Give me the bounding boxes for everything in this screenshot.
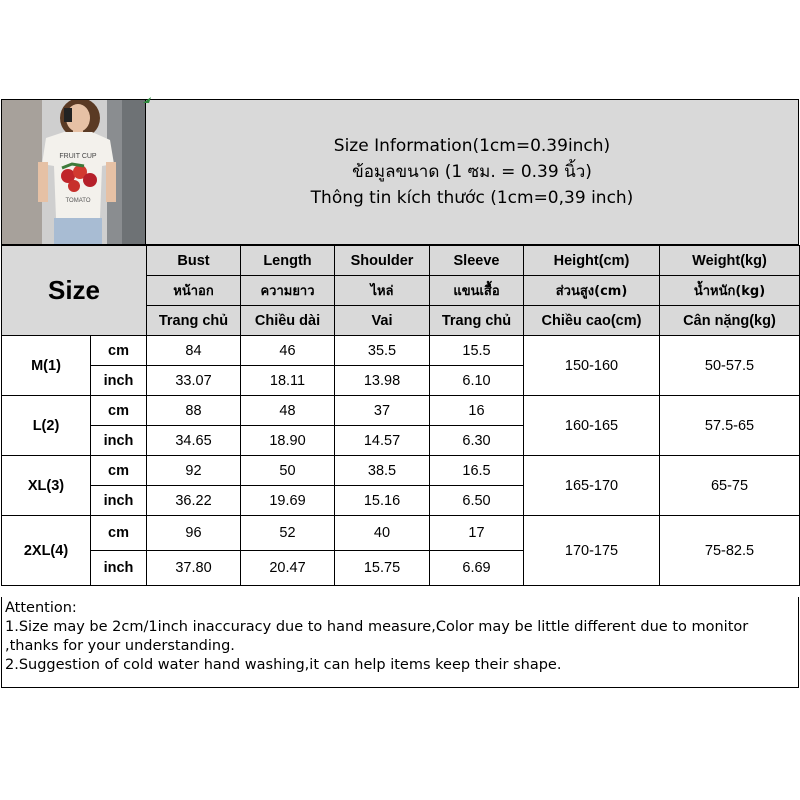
model-wearing-tshirt-image	[2, 100, 146, 245]
attention-notes	[1, 597, 799, 688]
unit-cm: cm	[91, 516, 147, 551]
size-column-header: Size	[2, 246, 147, 336]
shoulder-inch: 13.98	[335, 366, 430, 396]
length-cm: 48	[241, 396, 335, 426]
leaf-icon	[143, 97, 151, 103]
header-height-th: ส่วนสูง(cm)	[524, 276, 660, 306]
unit-inch: inch	[91, 486, 147, 516]
sleeve-cm: 15.5	[430, 336, 524, 366]
size-table	[1, 245, 800, 586]
weight-range: 65-75	[660, 456, 800, 516]
unit-inch: inch	[91, 426, 147, 456]
header-bust-vi: Trang chủ	[147, 306, 241, 336]
sleeve-cm: 17	[430, 516, 524, 551]
header-shoulder-vi: Vai	[335, 306, 430, 336]
bust-cm: 84	[147, 336, 241, 366]
shoulder-inch: 15.75	[335, 551, 430, 586]
length-cm: 46	[241, 336, 335, 366]
length-cm: 52	[241, 516, 335, 551]
header-sleeve-en: Sleeve	[430, 246, 524, 276]
unit-cm: cm	[91, 336, 147, 366]
bust-cm: 96	[147, 516, 241, 551]
shoulder-cm: 37	[335, 396, 430, 426]
bust-cm: 88	[147, 396, 241, 426]
bust-inch: 37.80	[147, 551, 241, 586]
length-inch: 18.90	[241, 426, 335, 456]
size-info-header	[146, 99, 799, 245]
header-length-th: ความยาว	[241, 276, 335, 306]
header-weight-vi: Cân nặng(kg)	[660, 306, 800, 336]
bust-inch: 34.65	[147, 426, 241, 456]
svg-text:TOMATO: TOMATO	[65, 198, 91, 204]
weight-range: 57.5-65	[660, 396, 800, 456]
header-bust-en: Bust	[147, 246, 241, 276]
length-inch: 19.69	[241, 486, 335, 516]
unit-inch: inch	[91, 551, 147, 586]
unit-cm: cm	[91, 456, 147, 486]
sleeve-inch: 6.30	[430, 426, 524, 456]
table-row	[2, 456, 800, 486]
weight-range: 75-82.5	[660, 516, 800, 586]
size-label: 2XL(4)	[2, 516, 91, 586]
header-line-thai: ข้อมูลขนาด (1 ซม. = 0.39 นิ้ว)	[352, 162, 592, 182]
unit-cm: cm	[91, 396, 147, 426]
attention-note-2: 2.Suggestion of cold water hand washing,it can help items keep their shape.	[5, 657, 562, 673]
shoulder-inch: 14.57	[335, 426, 430, 456]
sleeve-cm: 16.5	[430, 456, 524, 486]
bust-inch: 33.07	[147, 366, 241, 396]
svg-text:FRUIT CUP: FRUIT CUP	[59, 153, 97, 160]
length-inch: 20.47	[241, 551, 335, 586]
header-shoulder-en: Shoulder	[335, 246, 430, 276]
sleeve-cm: 16	[430, 396, 524, 426]
header-shoulder-th: ไหล่	[335, 276, 430, 306]
attention-note-1: 1.Size may be 2cm/1inch inaccuracy due to hand measure,Color may be little different due to monitor ,thanks for your understanding.	[5, 619, 749, 654]
table-row	[2, 396, 800, 426]
size-label: L(2)	[2, 396, 91, 456]
product-photo	[1, 99, 146, 245]
sleeve-inch: 6.10	[430, 366, 524, 396]
header-height-en: Height(cm)	[524, 246, 660, 276]
header-bust-th: หน้าอก	[147, 276, 241, 306]
attention-title: Attention:	[5, 600, 77, 616]
height-range: 165-170	[524, 456, 660, 516]
shoulder-cm: 35.5	[335, 336, 430, 366]
height-range: 160-165	[524, 396, 660, 456]
header-sleeve-th: แขนเสื้อ	[430, 276, 524, 306]
header-height-vi: Chiều cao(cm)	[524, 306, 660, 336]
header-weight-en: Weight(kg)	[660, 246, 800, 276]
header-line-vietnamese: Thông tin kích thước (1cm=0,39 inch)	[310, 188, 634, 208]
table-row	[2, 516, 800, 551]
shoulder-cm: 38.5	[335, 456, 430, 486]
bust-cm: 92	[147, 456, 241, 486]
header-sleeve-vi: Trang chủ	[430, 306, 524, 336]
header-weight-th: น้ำหนัก(kg)	[660, 276, 800, 306]
header-length-vi: Chiều dài	[241, 306, 335, 336]
weight-range: 50-57.5	[660, 336, 800, 396]
sleeve-inch: 6.69	[430, 551, 524, 586]
table-row	[2, 336, 800, 366]
unit-inch: inch	[91, 366, 147, 396]
length-cm: 50	[241, 456, 335, 486]
size-label: XL(3)	[2, 456, 91, 516]
height-range: 170-175	[524, 516, 660, 586]
header-length-en: Length	[241, 246, 335, 276]
header-line-english: Size Information(1cm=0.39inch)	[333, 136, 611, 156]
size-label: M(1)	[2, 336, 91, 396]
length-inch: 18.11	[241, 366, 335, 396]
height-range: 150-160	[524, 336, 660, 396]
bust-inch: 36.22	[147, 486, 241, 516]
shoulder-inch: 15.16	[335, 486, 430, 516]
sleeve-inch: 6.50	[430, 486, 524, 516]
shoulder-cm: 40	[335, 516, 430, 551]
